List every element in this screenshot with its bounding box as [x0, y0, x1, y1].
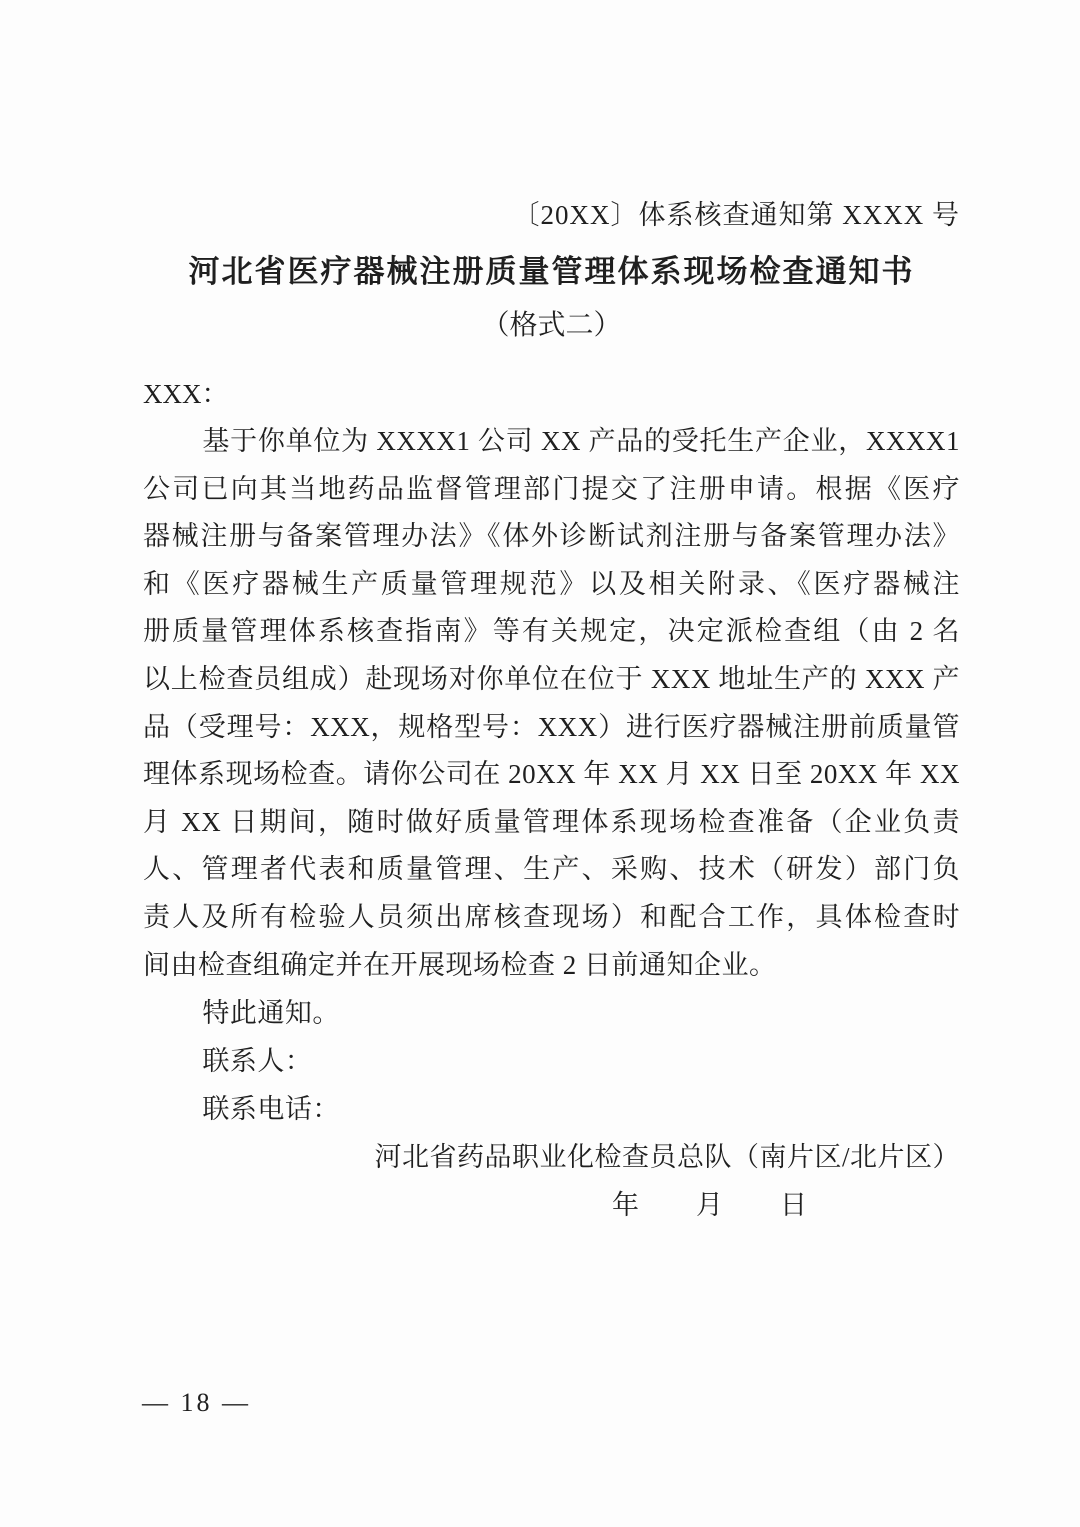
body-line: 人、管理者代表和质量管理、生产、采购、技术（研发）部门负: [143, 854, 960, 885]
closing-line: 特此通知。: [202, 998, 340, 1029]
body-line: 间由检查组确定并在开展现场检查 2 日前通知企业。: [143, 949, 777, 980]
body-line: 基于你单位为 XXXX1 公司 XX 产品的受托生产企业，XXXX1: [202, 426, 960, 456]
contact-person-label: 联系人：: [202, 1046, 313, 1077]
contact-phone-label: 联系电话：: [202, 1094, 340, 1125]
doc-number: 〔20XX〕体系核查通知第 XXXX 号: [512, 200, 960, 230]
body-line: 册质量管理体系核查指南》等有关规定，决定派检查组（由 2 名: [143, 616, 960, 647]
signature-line: 河北省药品职业化检查员总队（南片区/北片区）: [374, 1142, 960, 1173]
body-line: 月 XX 日期间，随时做好质量管理体系现场检查准备（企业负责: [143, 806, 960, 837]
date-line: 年 月 日: [612, 1190, 808, 1221]
body-line: 和《医疗器械生产质量管理规范》以及相关附录、《医疗器械注: [143, 568, 960, 599]
page-number: — 18 —: [142, 1388, 251, 1417]
body-line: 器械注册与备案管理办法》《体外诊断试剂注册与备案管理办法》: [143, 521, 960, 552]
body-line: 以上检查员组成）赴现场对你单位在位于 XXX 地址生产的 XXX 产: [143, 663, 960, 694]
body-line: 公司已向其当地药品监督管理部门提交了注册申请。根据《医疗: [143, 473, 960, 504]
body-paragraph: [143, 418, 960, 989]
salutation: XXX：: [143, 379, 229, 409]
document-subtitle: （格式二）: [481, 310, 622, 341]
body-line: 责人及所有检验人员须出席核查现场）和配合工作，具体检查时: [143, 901, 960, 932]
body-line: 理体系现场检查。请你公司在 20XX 年 XX 月 XX 日至 20XX 年 XX: [143, 759, 960, 790]
page-title: 河北省医疗器械注册质量管理体系现场检查通知书: [188, 254, 915, 289]
body-line: 品（受理号：XXX，规格型号：XXX）进行医疗器械注册前质量管: [143, 711, 960, 742]
